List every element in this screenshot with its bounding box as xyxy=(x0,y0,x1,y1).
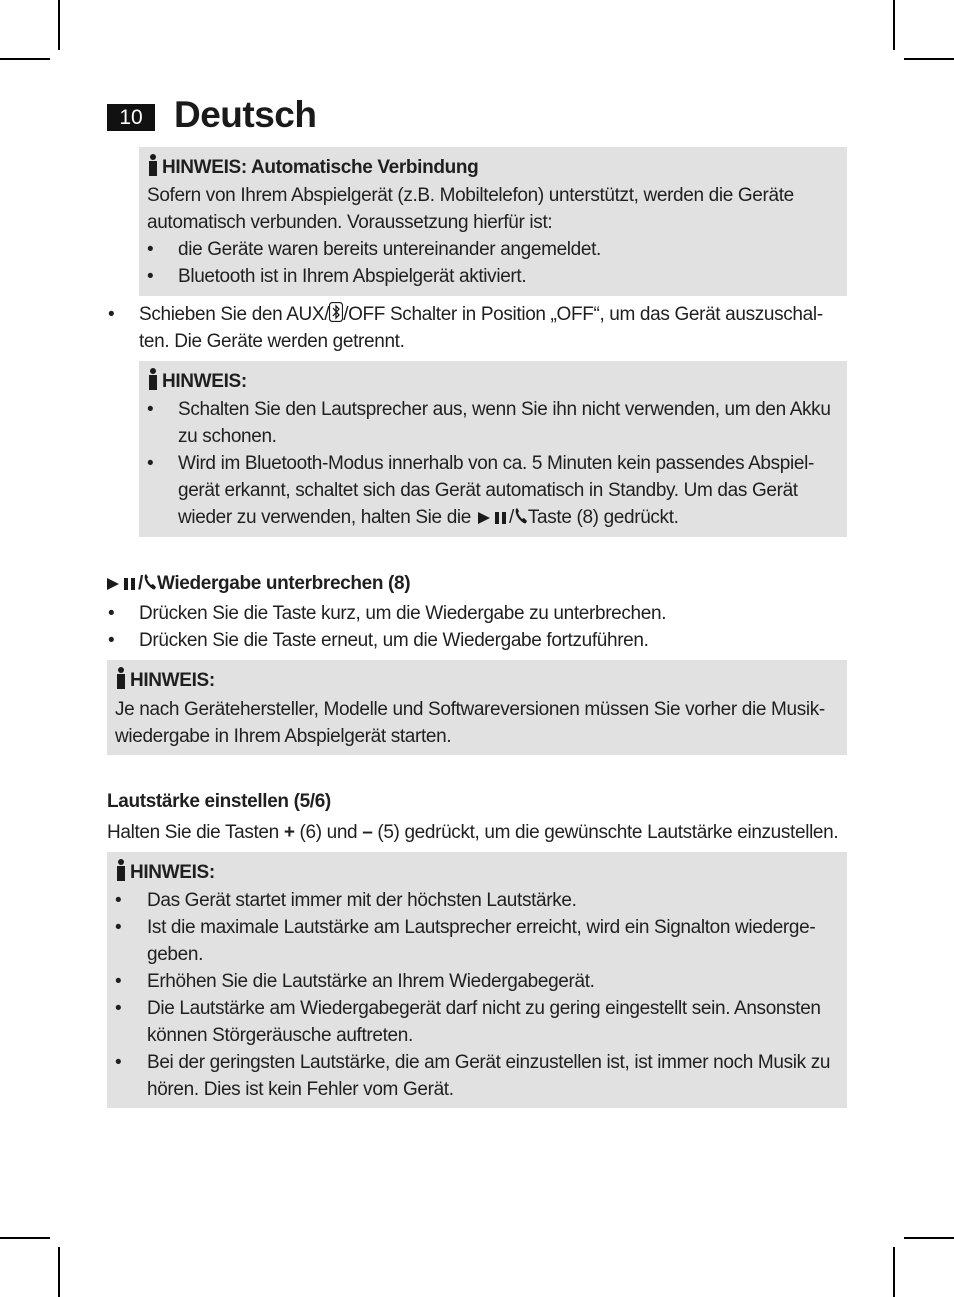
info-icon xyxy=(114,667,128,689)
page-title: Deutsch xyxy=(174,94,317,135)
list-item-continued: gerät erkannt, schaltet sich das Gerät automatisch in Standby. Um das Gerät xyxy=(178,480,798,501)
text-segment: Taste (8) gedrückt. xyxy=(527,507,679,528)
text-segment: Schieben Sie den AUX/ xyxy=(139,304,330,325)
bullet: • xyxy=(147,266,154,287)
list-item-continued: können Störgeräusche auftreten. xyxy=(147,1025,413,1046)
crop-mark xyxy=(904,58,954,60)
section-heading: Lautstärke einstellen (5/6) xyxy=(107,791,331,812)
list-item: Erhöhen Sie die Lautstärke an Ihrem Wiedergabegerät. xyxy=(147,971,595,992)
note-text: automatisch verbunden. Voraussetzung hierfür ist: xyxy=(147,212,553,233)
play-pause-icon xyxy=(107,577,138,591)
slash: / xyxy=(508,507,514,528)
bullet: • xyxy=(108,603,115,624)
list-item: Ist die maximale Lautstärke am Lautsprecher erreicht, wird ein Signalton wiederge- xyxy=(147,917,816,938)
section-heading-text: Wiedergabe unterbrechen (8) xyxy=(156,573,411,594)
text-segment: Halten Sie die Tasten xyxy=(107,822,279,843)
text-segment: wieder zu verwenden, halten Sie die xyxy=(178,507,471,528)
list-item-continued xyxy=(178,504,679,531)
list-item: Wird im Bluetooth-Modus innerhalb von ca. 5 Minuten kein passendes Abspiel- xyxy=(178,453,814,474)
page-number: 10 xyxy=(107,104,155,131)
info-icon xyxy=(146,154,160,176)
minus-key: – xyxy=(362,822,373,843)
bullet: • xyxy=(115,971,122,992)
note-heading xyxy=(146,154,478,181)
crop-mark xyxy=(893,0,895,50)
note-heading-text: HINWEIS: Automatische Verbindung xyxy=(162,157,479,178)
note-text: Sofern von Ihrem Abspielgerät (z.B. Mobiltelefon) unterstützt, werden die Geräte xyxy=(147,185,794,206)
list-item: Das Gerät startet immer mit der höchsten Lautstärke. xyxy=(147,890,577,911)
list-item: Bei der geringsten Lautstärke, die am Gerät einzustellen ist, ist immer noch Musik zu xyxy=(147,1052,831,1073)
note-heading-text: HINWEIS: xyxy=(130,862,215,883)
info-icon xyxy=(146,368,160,390)
list-item: Drücken Sie die Taste kurz, um die Wiedergabe zu unterbrechen. xyxy=(139,603,667,624)
crop-mark xyxy=(904,1237,954,1239)
list-item: Schalten Sie den Lautsprecher aus, wenn Sie ihn nicht verwenden, um den Akku xyxy=(178,399,831,420)
list-item-continued: zu schonen. xyxy=(178,426,277,447)
note-heading xyxy=(114,859,215,886)
phone-icon xyxy=(143,573,157,591)
bullet: • xyxy=(147,399,154,420)
crop-mark xyxy=(58,0,60,50)
note-heading xyxy=(114,667,215,694)
list-item: Drücken Sie die Taste erneut, um die Wiedergabe fortzuführen. xyxy=(139,630,649,651)
text-segment: (5) gedrückt, um die gewünschte Lautstärke einzustellen. xyxy=(377,822,839,843)
section-heading xyxy=(107,570,410,597)
list-item xyxy=(139,301,823,328)
bullet: • xyxy=(147,239,154,260)
note-text: wiedergabe in Ihrem Abspielgerät starten. xyxy=(115,726,452,747)
list-item-continued: ten. Die Geräte werden getrennt. xyxy=(139,331,405,352)
bullet: • xyxy=(108,630,115,651)
note-heading-text: HINWEIS: xyxy=(162,371,247,392)
text-segment: (6) und xyxy=(299,822,358,843)
list-item-continued: hören. Dies ist kein Fehler vom Gerät. xyxy=(147,1079,454,1100)
body-text xyxy=(107,819,838,846)
list-item-continued: geben. xyxy=(147,944,204,965)
bullet: • xyxy=(115,890,122,911)
crop-mark xyxy=(0,58,50,60)
crop-mark xyxy=(893,1247,895,1297)
bluetooth-icon xyxy=(329,302,343,322)
bullet: • xyxy=(147,453,154,474)
bullet: • xyxy=(115,998,122,1019)
list-item: Bluetooth ist in Ihrem Abspielgerät aktiviert. xyxy=(178,266,527,287)
play-pause-icon xyxy=(478,511,509,525)
slash: / xyxy=(138,573,143,594)
bullet: • xyxy=(108,304,115,325)
crop-mark xyxy=(58,1247,60,1297)
note-heading-text: HINWEIS: xyxy=(130,670,215,691)
note-text: Je nach Gerätehersteller, Modelle und Softwareversionen müssen Sie vorher die Musik- xyxy=(115,699,825,720)
text-segment: /OFF Schalter in Position „OFF“, um das Gerät auszuschal- xyxy=(343,304,823,325)
plus-key: + xyxy=(283,822,295,843)
list-item: die Geräte waren bereits untereinander angemeldet. xyxy=(178,239,601,260)
note-heading xyxy=(146,368,247,395)
list-item: Die Lautstärke am Wiedergabegerät darf nicht zu gering eingestellt sein. Ansonsten xyxy=(147,998,821,1019)
info-icon xyxy=(114,859,128,881)
bullet: • xyxy=(115,917,122,938)
bullet: • xyxy=(115,1052,122,1073)
phone-icon xyxy=(514,507,528,525)
crop-mark xyxy=(0,1237,50,1239)
